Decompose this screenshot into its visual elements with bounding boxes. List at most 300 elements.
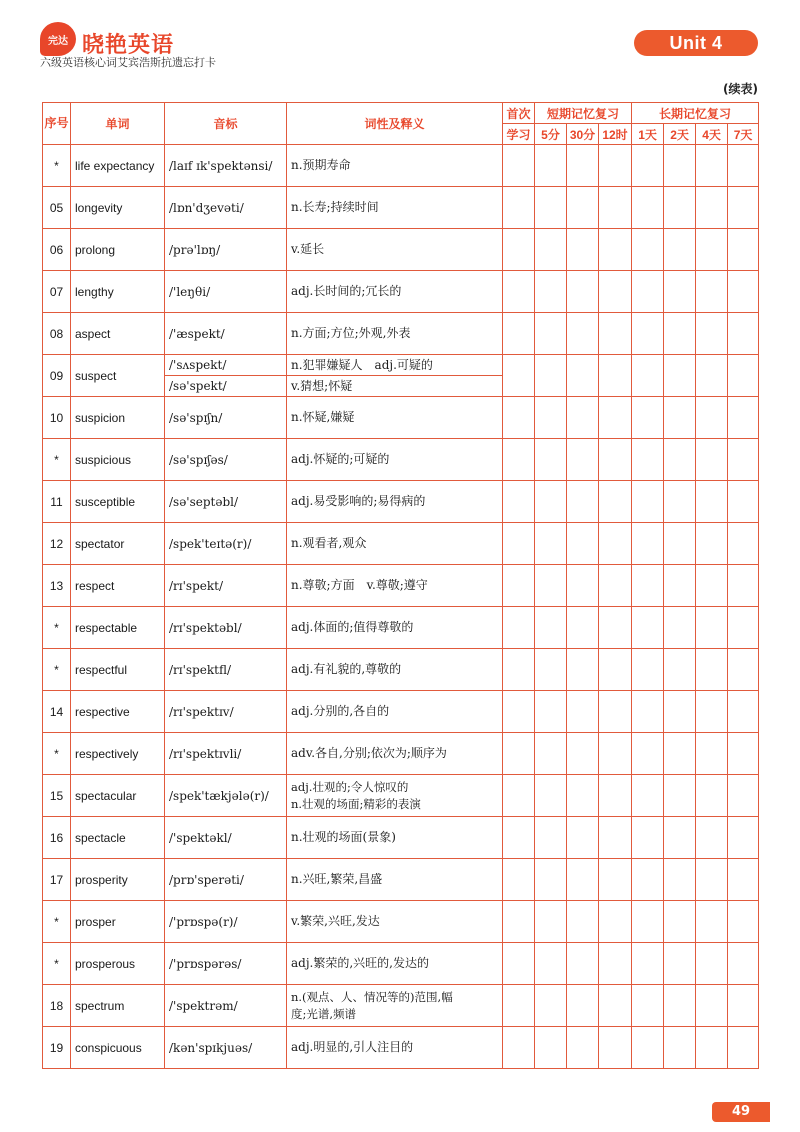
definition-cell: adj.分别的,各自的 [287,691,503,733]
checkbox-cell[interactable] [503,943,535,985]
table-row [43,649,759,691]
checkbox-cell[interactable] [696,523,728,565]
checkbox-cell[interactable] [632,523,664,565]
checkbox-cell[interactable] [664,439,696,481]
checkbox-cell[interactable] [632,901,664,943]
checkbox-cell[interactable] [728,565,759,607]
definition-cell: adv.各自,分别;依次为;顺序为 [287,733,503,775]
checkbox-cell[interactable] [535,355,567,397]
header-short-term: 短期记忆复习 [535,103,632,124]
word-cell: spectrum [71,985,165,1027]
checkbox-cell[interactable] [728,901,759,943]
checkbox-cell[interactable] [567,397,599,439]
row-number: * [43,901,71,943]
checkbox-cell[interactable] [503,733,535,775]
checkbox-cell[interactable] [535,817,567,859]
checkbox-cell[interactable] [567,733,599,775]
checkbox-cell[interactable] [728,733,759,775]
phonetic-cell: /rɪ'spektəbl/ [165,607,287,649]
checkbox-cell[interactable] [696,859,728,901]
word-cell: prosperous [71,943,165,985]
table-row [43,187,759,229]
definition-cell: v.猜想;怀疑 [287,376,503,397]
checkbox-cell[interactable] [535,229,567,271]
checkbox-cell[interactable] [503,187,535,229]
checkbox-cell[interactable] [535,271,567,313]
checkbox-cell[interactable] [664,397,696,439]
checkbox-cell[interactable] [599,775,632,817]
word-cell: spectacle [71,817,165,859]
definition-cell: n.观看者,观众 [287,523,503,565]
phonetic-cell: /rɪ'spektɪvli/ [165,733,287,775]
checkbox-cell[interactable] [696,565,728,607]
table-row [43,397,759,439]
table-row [43,439,759,481]
checkbox-cell[interactable] [696,397,728,439]
header-index: 序号 [43,103,71,145]
word-cell: prosper [71,901,165,943]
definition-cell: adj.体面的;值得尊敬的 [287,607,503,649]
definition-cell: n.尊敬;方面 v.尊敬;遵守 [287,565,503,607]
checkbox-cell[interactable] [664,817,696,859]
checkbox-cell[interactable] [567,943,599,985]
checkbox-cell[interactable] [503,229,535,271]
checkbox-cell[interactable] [632,817,664,859]
checkbox-cell[interactable] [728,229,759,271]
checkbox-cell[interactable] [535,1027,567,1069]
row-number: 15 [43,775,71,817]
checkbox-cell[interactable] [728,1027,759,1069]
phonetic-cell: /'prɒspərəs/ [165,943,287,985]
checkbox-cell[interactable] [632,649,664,691]
checkbox-cell[interactable] [696,607,728,649]
checkbox-cell[interactable] [664,145,696,187]
checkbox-cell[interactable] [567,271,599,313]
checkbox-cell[interactable] [664,943,696,985]
checkbox-cell[interactable] [728,607,759,649]
checkbox-cell[interactable] [567,229,599,271]
row-number: 10 [43,397,71,439]
definition-line: n.壮观的场面;精彩的表演 [291,796,421,811]
definition-cell: n.预期寿命 [287,145,503,187]
checkbox-cell[interactable] [503,775,535,817]
checkbox-cell[interactable] [696,271,728,313]
word-cell: life expectancy [71,145,165,187]
checkbox-cell[interactable] [728,145,759,187]
phonetic-cell: /'spektəkl/ [165,817,287,859]
checkbox-cell[interactable] [599,523,632,565]
checkbox-cell[interactable] [696,1027,728,1069]
checkbox-cell[interactable] [632,691,664,733]
word-cell: prosperity [71,859,165,901]
checkbox-cell[interactable] [503,607,535,649]
row-number: * [43,145,71,187]
checkbox-cell[interactable] [599,439,632,481]
checkbox-cell[interactable] [632,271,664,313]
phonetic-cell: /prɒ'sperəti/ [165,859,287,901]
checkbox-cell[interactable] [728,523,759,565]
word-cell: suspicious [71,439,165,481]
checkbox-cell[interactable] [696,355,728,397]
checkbox-cell[interactable] [632,355,664,397]
checkbox-cell[interactable] [696,943,728,985]
phonetic-cell: /spek'teɪtə(r)/ [165,523,287,565]
checkbox-cell[interactable] [728,271,759,313]
checkbox-cell[interactable] [535,901,567,943]
header-phonetic: 音标 [165,103,287,145]
word-cell: respect [71,565,165,607]
header-definition: 词性及释义 [287,103,503,145]
checkbox-cell[interactable] [632,397,664,439]
table-row [43,901,759,943]
definition-cell: v.繁荣,兴旺,发达 [287,901,503,943]
checkbox-cell[interactable] [728,439,759,481]
checkbox-cell[interactable] [632,145,664,187]
word-cell: respectable [71,607,165,649]
checkbox-cell[interactable] [728,397,759,439]
definition-cell: adj.怀疑的;可疑的 [287,439,503,481]
checkbox-cell[interactable] [664,565,696,607]
phonetic-cell: /'leŋθi/ [165,271,287,313]
checkbox-cell[interactable] [599,481,632,523]
definition-cell: adj.易受影响的;易得病的 [287,481,503,523]
checkbox-cell[interactable] [503,985,535,1027]
phonetic-cell: /rɪ'spektɪv/ [165,691,287,733]
checkbox-cell[interactable] [599,145,632,187]
definition-cell: n.怀疑,嫌疑 [287,397,503,439]
row-number: 12 [43,523,71,565]
header-interval: 12时 [599,124,632,145]
checkbox-cell[interactable] [599,397,632,439]
checkbox-cell[interactable] [632,985,664,1027]
row-number: 13 [43,565,71,607]
checkbox-cell[interactable] [567,691,599,733]
checkbox-cell[interactable] [503,355,535,397]
checkbox-cell[interactable] [567,901,599,943]
checkbox-cell[interactable] [664,691,696,733]
definition-cell [287,985,503,1027]
header-word: 单词 [71,103,165,145]
checkbox-cell[interactable] [696,775,728,817]
checkbox-cell[interactable] [567,565,599,607]
checkbox-cell[interactable] [567,439,599,481]
word-cell: aspect [71,313,165,355]
book-subtitle: 六级英语核心词艾宾浩斯抗遗忘打卡 [40,56,216,69]
checkbox-cell[interactable] [696,691,728,733]
definition-cell: adj.有礼貌的,尊敬的 [287,649,503,691]
checkbox-cell[interactable] [696,649,728,691]
checkbox-cell[interactable] [567,775,599,817]
header-long-term: 长期记忆复习 [632,103,759,124]
checkbox-cell[interactable] [632,481,664,523]
checkbox-cell[interactable] [535,565,567,607]
word-cell: suspect [71,355,165,397]
table-row [43,355,759,376]
checkbox-cell[interactable] [664,481,696,523]
checkbox-cell[interactable] [535,859,567,901]
checkbox-cell[interactable] [503,649,535,691]
checkbox-cell[interactable] [632,229,664,271]
checkbox-cell[interactable] [664,649,696,691]
checkbox-cell[interactable] [503,1027,535,1069]
checkbox-cell[interactable] [567,523,599,565]
table-row [43,481,759,523]
checkbox-cell[interactable] [599,859,632,901]
word-cell: lengthy [71,271,165,313]
definition-cell: v.延长 [287,229,503,271]
row-number: 06 [43,229,71,271]
table-row [43,859,759,901]
checkbox-cell[interactable] [632,775,664,817]
checkbox-cell[interactable] [503,145,535,187]
checkbox-cell[interactable] [535,481,567,523]
definition-line: n.(观点、人、情况等的)范围,幅 [291,989,453,1004]
checkbox-cell[interactable] [599,1027,632,1069]
checkbox-cell[interactable] [567,313,599,355]
checkbox-cell[interactable] [567,649,599,691]
checkbox-cell[interactable] [503,523,535,565]
checkbox-cell[interactable] [696,313,728,355]
checkbox-cell[interactable] [535,145,567,187]
checkbox-cell[interactable] [503,271,535,313]
word-cell: longevity [71,187,165,229]
checkbox-cell[interactable] [535,313,567,355]
checkbox-cell[interactable] [664,229,696,271]
checkbox-cell[interactable] [696,481,728,523]
checkbox-cell[interactable] [599,313,632,355]
header-interval: 2天 [664,124,696,145]
checkbox-cell[interactable] [503,859,535,901]
header-first-bottom: 学习 [503,124,535,145]
checkbox-cell[interactable] [728,817,759,859]
word-cell: respective [71,691,165,733]
checkbox-cell[interactable] [728,187,759,229]
checkbox-cell[interactable] [599,271,632,313]
header-interval: 4天 [696,124,728,145]
checkbox-cell[interactable] [535,607,567,649]
table-row [43,775,759,817]
checkbox-cell[interactable] [503,565,535,607]
definition-cell: adj.繁荣的,兴旺的,发达的 [287,943,503,985]
checkbox-cell[interactable] [728,481,759,523]
table-row [43,1027,759,1069]
checkbox-cell[interactable] [728,775,759,817]
checkbox-cell[interactable] [503,481,535,523]
checkbox-cell[interactable] [664,901,696,943]
word-cell: prolong [71,229,165,271]
checkbox-cell[interactable] [696,145,728,187]
row-number: * [43,607,71,649]
checkbox-cell[interactable] [535,523,567,565]
checkbox-cell[interactable] [599,733,632,775]
checkbox-cell[interactable] [664,859,696,901]
checkbox-cell[interactable] [567,859,599,901]
row-number: 17 [43,859,71,901]
row-number: * [43,649,71,691]
checkbox-cell[interactable] [728,355,759,397]
checkbox-cell[interactable] [696,901,728,943]
row-number: 08 [43,313,71,355]
checkbox-cell[interactable] [696,985,728,1027]
row-number: 16 [43,817,71,859]
table-row [43,523,759,565]
definition-cell: n.犯罪嫌疑人 adj.可疑的 [287,355,503,376]
checkbox-cell[interactable] [696,187,728,229]
definition-line: 度;光谱,频谱 [291,1006,357,1021]
brand-title: 晓艳英语 [82,33,175,58]
checkbox-cell[interactable] [728,943,759,985]
table-row [43,985,759,1027]
checkbox-cell[interactable] [599,817,632,859]
checkbox-cell[interactable] [535,397,567,439]
checkbox-cell[interactable] [632,187,664,229]
checkbox-cell[interactable] [503,397,535,439]
checkbox-cell[interactable] [632,859,664,901]
checkbox-cell[interactable] [728,313,759,355]
checkbox-cell[interactable] [535,775,567,817]
phonetic-cell: /kən'spɪkjuəs/ [165,1027,287,1069]
checkbox-cell[interactable] [664,1027,696,1069]
checkbox-cell[interactable] [567,985,599,1027]
row-number: * [43,733,71,775]
phonetic-cell: /lɒn'dʒevəti/ [165,187,287,229]
table-row [43,691,759,733]
checkbox-cell[interactable] [632,565,664,607]
checkbox-cell[interactable] [503,691,535,733]
phonetic-cell: /rɪ'spekt/ [165,565,287,607]
word-cell: respectful [71,649,165,691]
row-number: 07 [43,271,71,313]
phonetic-cell: /spek'tækjələ(r)/ [165,775,287,817]
checkbox-cell[interactable] [664,775,696,817]
checkbox-cell[interactable] [599,691,632,733]
table-row [43,313,759,355]
checkbox-cell[interactable] [599,649,632,691]
checkbox-cell[interactable] [728,985,759,1027]
phonetic-cell: /rɪ'spektfl/ [165,649,287,691]
phonetic-cell: /sə'spekt/ [165,376,287,397]
checkbox-cell[interactable] [696,817,728,859]
vocabulary-table [42,102,759,1069]
table-row [43,607,759,649]
word-cell: suspicion [71,397,165,439]
checkbox-cell[interactable] [535,187,567,229]
row-number: 05 [43,187,71,229]
row-number: 18 [43,985,71,1027]
word-cell: conspicuous [71,1027,165,1069]
header-interval: 5分 [535,124,567,145]
checkbox-cell[interactable] [535,943,567,985]
table-row [43,565,759,607]
checkbox-cell[interactable] [664,355,696,397]
checkbox-cell[interactable] [632,607,664,649]
checkbox-cell[interactable] [664,271,696,313]
checkbox-cell[interactable] [599,565,632,607]
table-row [43,943,759,985]
checkbox-cell[interactable] [535,985,567,1027]
checkbox-cell[interactable] [632,313,664,355]
header-first-top: 首次 [503,103,535,124]
checkbox-cell[interactable] [632,1027,664,1069]
checkbox-cell[interactable] [696,439,728,481]
word-cell: spectator [71,523,165,565]
row-number: 14 [43,691,71,733]
checkbox-cell[interactable] [664,607,696,649]
definition-cell [287,775,503,817]
checkbox-cell[interactable] [632,439,664,481]
checkbox-cell[interactable] [728,859,759,901]
continued-label: (续表) [723,82,758,96]
checkbox-cell[interactable] [599,355,632,397]
phonetic-cell: /sə'septəbl/ [165,481,287,523]
row-number: * [43,439,71,481]
row-number: 11 [43,481,71,523]
checkbox-cell[interactable] [664,523,696,565]
checkbox-cell[interactable] [503,313,535,355]
checkbox-cell[interactable] [567,187,599,229]
definition-cell: n.兴旺,繁荣,昌盛 [287,859,503,901]
checkbox-cell[interactable] [503,817,535,859]
definition-cell: adj.明显的,引人注目的 [287,1027,503,1069]
phonetic-cell: /'æspekt/ [165,313,287,355]
checkbox-cell[interactable] [599,943,632,985]
phonetic-cell: /sə'spɪʃn/ [165,397,287,439]
checkbox-cell[interactable] [664,733,696,775]
row-number: * [43,943,71,985]
word-cell: susceptible [71,481,165,523]
checkbox-cell[interactable] [632,733,664,775]
header-interval: 30分 [567,124,599,145]
table-row [43,271,759,313]
checkbox-cell[interactable] [567,1027,599,1069]
checkbox-cell[interactable] [599,229,632,271]
checkbox-cell[interactable] [503,439,535,481]
page-number: 49 [712,1102,770,1122]
definition-cell: adj.长时间的;冗长的 [287,271,503,313]
checkbox-cell[interactable] [535,691,567,733]
phonetic-cell: /'prɒspə(r)/ [165,901,287,943]
checkbox-cell[interactable] [535,733,567,775]
checkbox-cell[interactable] [535,649,567,691]
checkbox-cell[interactable] [728,649,759,691]
checkbox-cell[interactable] [567,607,599,649]
checkbox-cell[interactable] [535,439,567,481]
checkbox-cell[interactable] [599,985,632,1027]
table-row [43,145,759,187]
checkbox-cell[interactable] [632,943,664,985]
checkbox-cell[interactable] [599,187,632,229]
checkbox-cell[interactable] [664,985,696,1027]
phonetic-cell: /laɪf ɪk'spektənsi/ [165,145,287,187]
checkbox-cell[interactable] [728,691,759,733]
checkbox-cell[interactable] [599,607,632,649]
checkbox-cell[interactable] [567,817,599,859]
checkbox-cell[interactable] [567,355,599,397]
definition-cell: n.方面;方位;外观,外表 [287,313,503,355]
phonetic-cell: /prə'lɒŋ/ [165,229,287,271]
checkbox-cell[interactable] [664,313,696,355]
row-number: 19 [43,1027,71,1069]
checkbox-cell[interactable] [503,901,535,943]
checkbox-cell[interactable] [696,229,728,271]
checkbox-cell[interactable] [567,145,599,187]
row-number: 09 [43,355,71,397]
checkbox-cell[interactable] [567,481,599,523]
checkbox-cell[interactable] [696,733,728,775]
definition-cell: n.长寿;持续时间 [287,187,503,229]
checkbox-cell[interactable] [664,187,696,229]
checkbox-cell[interactable] [599,901,632,943]
